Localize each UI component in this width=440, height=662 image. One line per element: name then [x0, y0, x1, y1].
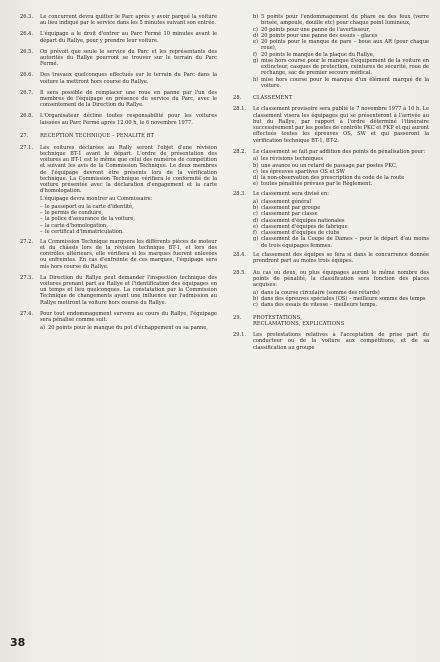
list-item: b) une avance ou un retard de passage par postes PKC,	[253, 162, 398, 169]
section-number: 26.6.	[20, 72, 33, 79]
section-title: RECEPTION TECHNIQUE – PENALITE BT	[40, 133, 155, 140]
list-item: a) les révisions techniques	[253, 156, 323, 163]
document-list	[253, 290, 429, 309]
section-number: 26.3.	[20, 14, 33, 20]
list-item: f) 20 points le manque de la plaque du Rallye,	[253, 51, 375, 58]
list-item: f) classement d'équipes de clubs	[253, 230, 340, 237]
section-26-7	[20, 90, 217, 110]
list-item: c) dans des essais de vitesse – meilleurs temps.	[253, 302, 378, 309]
section-number: 28.2.	[233, 148, 246, 155]
section-number: 29.1.	[233, 332, 246, 339]
list-item: b) dans des épreuves spéciales (OS) – meilleure somme des temps	[253, 296, 426, 303]
list-item: e) classement d'équipes de fabrique	[253, 223, 348, 230]
section-text: Les protestations relatives à l'acceptation de prise part du conducteur ou de la voiture aux compétitions, et de sa classification au groupe	[253, 332, 429, 351]
list-item: e) 20 points pour le manque de pare – boue aux AR (pour chaque roue),	[253, 39, 429, 52]
list-item: a) dans la course circulaire (somme des rétards)	[253, 289, 380, 296]
section-text: La Commission Technique marquera les différents pièces de moteur et du châssis lors de la révision technique BT-1, et lors des contrôles ultérieurs, elle vérifiera si les marques fuerent enlevées ou enfreintes. En cas d'enfreinte de ces marques, l'équipage sera mis hors course du Rallye.	[40, 238, 217, 270]
document-list	[253, 156, 429, 187]
section-29-heading	[233, 315, 429, 328]
section-text: L'Organisateur décline toutes responsabilité pour les voitures laissées au Parc Fermé après 12.00 h, le 6 novembre 1977.	[40, 113, 217, 126]
section-number: 26.5.	[20, 48, 33, 55]
section-number: 26.7.	[20, 89, 33, 96]
section-text: Pour tout endommagement survenu au cours du Rallye, l'équipage sera pénalisé comme suit:	[40, 310, 217, 324]
section-number: 27.4.	[20, 310, 33, 317]
section-27-heading	[20, 133, 217, 139]
section-number: 27.3.	[20, 274, 33, 281]
section-number: 28.1.	[233, 106, 246, 113]
list-item: c) classement par classe	[253, 211, 318, 218]
list-item: b) classement par groupe	[253, 205, 321, 212]
section-number: 27.2.	[20, 238, 33, 245]
section-28-3	[233, 191, 429, 249]
section-text: Le classement des équipes se fera si dans le concurrence donnée prendront part au moins trois équipes.	[253, 252, 429, 265]
list-item: – le certificat d'immatriculation.	[40, 228, 124, 235]
section-text: Les voitures déclarées au Rally seront l'objet d'une révision technique BT-1 avant le départ. L'ordre de présentation des voitures au BT-1 est le même que celui des numéros de compétition et suivant les avis de la Commission Technique. Le deux membres de l'équipage devront être présents lors de la vérification technique. La Commission Technique vérifiera le conformité de la voiture présentée avec la déclaration d'engagement et la carte d'homologation.	[40, 144, 217, 195]
section-text: Au cas où deux, ou plus équipages auront le même nombre des points de pénalité, la classification sera fonction des places acquises:	[253, 269, 429, 289]
list-item: – le passeport ou la carte d'identité,	[40, 203, 134, 210]
section-text: Le classement se fait par addition des points de pénalisation pour:	[253, 148, 426, 155]
document-list	[40, 204, 217, 235]
document-list	[253, 199, 429, 249]
section-26-4	[20, 31, 217, 45]
section-title-line: PROTESTATIONS,	[253, 314, 302, 321]
section-number: 26.8.	[20, 113, 33, 120]
section-26-3	[20, 14, 217, 28]
section-26-5	[20, 49, 217, 69]
section-text: Le classement provisoire sera publié le 7 novembre 1977 à 10 h. Le classement visera les équipages qui se présenteront à l'arrivée au but du Rallye, par rapport à l'ordre déterminé l'itinéraire successivement par les postes de contrôle PKC et FKP et qui auront effectués toutes les épreuves OS, SW et qui passeront la vérification technique BT-1, BT-2.	[253, 106, 429, 144]
section-29-1	[233, 332, 429, 352]
list-item: c) 20 points pour une panne de l'avertisseur,	[253, 26, 370, 33]
list-item: – la police d'assurance de la voiture,	[40, 216, 135, 223]
section-26-8	[20, 113, 217, 127]
section-27-4-continued	[233, 14, 429, 89]
section-text: L'équipage a le droit d'entrer au Parc Fermé 10 minutes avant le départ du Rallye, pour y prendre leur voiture.	[40, 31, 217, 44]
section-text: La Direction du Rallye peut demander l'inspection technique des voitures prenant part au Rallye et l'identification des équipages en un temps et lieu quelconques. La constatation par la Commission Technique de changements ayant une influence sur l'admission au Rallye mettront la voiture hors course du Rallye.	[40, 274, 217, 306]
list-item: – le permis de conduire,	[40, 210, 103, 217]
list-item: b) 5 points pour l'endommagement du phare ou des feux (verre brisée, ampoule, douille etc) pour chaque point lumineux,	[253, 14, 429, 27]
section-28-1	[233, 106, 429, 145]
section-number: 28.	[233, 95, 242, 101]
left-column	[20, 14, 217, 335]
list-item: d) la non-observation des prescription du code de la route	[253, 175, 405, 182]
section-number: 26.4.	[20, 31, 33, 38]
section-26-6	[20, 72, 217, 86]
section-text: Le classement sera divisé en:	[253, 191, 329, 198]
section-text: On prévoit que seule le service du Parc et les représentants des autorités du Rallye pourront se trouver sur le terrain du Parc Fermé.	[40, 48, 217, 68]
list-item: – la carte d'homologation,	[40, 222, 108, 229]
list-item: d) classement d'équipes nationales	[253, 217, 345, 224]
list-item: h) mise hors course pour le manque d'un élément marqué de la voiture.	[253, 76, 429, 89]
list-item: a) classement général	[253, 198, 312, 205]
section-title-line: RECLAMATIONS, EXPLICATIONS	[253, 320, 345, 327]
section-number: 28.5.	[233, 269, 246, 276]
section-number: 28.4.	[233, 252, 246, 259]
document-list	[40, 325, 217, 331]
section-27-1	[20, 145, 217, 236]
list-item: a) 20 points pour le manque du pot d'échappement ou sa panne,	[40, 324, 208, 331]
section-28-heading	[233, 95, 429, 101]
list-item: g) mise hors course pour le manque d'équipement de la voiture en extincteur, casques de protection, ceintures de sécurité, roue de rechange, sac de premier secours médical.	[253, 57, 429, 77]
section-27-2	[20, 239, 217, 272]
section-text: Le concurrent devra quitter le Parc après y avoir parqué la voiture au lieu indiqué par le service dans les 5 minutes suivant son entrée.	[40, 14, 217, 27]
right-column	[233, 14, 429, 356]
section-27-3	[20, 275, 217, 308]
page-number: 38	[10, 636, 26, 649]
section-text: Des travaux quelconques effectués sur le terrain du Parc dans la voiture la mettront hors course du Rallye.	[40, 72, 217, 85]
section-28-2	[233, 149, 429, 188]
section-text: Il sera possible de remplacer une roue en panne par l'un des membres de l'équipage en présence du service du Parc, avec le consentement de la Direction du Rallye.	[40, 89, 217, 109]
list-item: c) les épreuves spartives OS et SW	[253, 168, 345, 175]
section-lead: L'équipage devra montrer au Commissaire:	[40, 196, 153, 203]
section-27-4	[20, 311, 217, 331]
document-list	[253, 14, 429, 89]
list-item: d) 20 points pour une panne des essuis – glaces	[253, 32, 378, 39]
section-number: 28.3.	[233, 191, 246, 198]
section-28-4	[233, 252, 429, 266]
section-28-5	[233, 270, 429, 309]
list-item: g) classement de la Coupe de Dames – pour le départ d'au moins de trois équipages femmes.	[253, 236, 429, 249]
list-item: e) toutes pénalités prévues par le Règlement.	[253, 181, 373, 188]
section-number: 27.	[20, 133, 29, 140]
section-number: 29.	[233, 314, 242, 321]
section-title: CLASSEMENT	[253, 95, 293, 101]
section-number: 27.1.	[20, 144, 33, 151]
